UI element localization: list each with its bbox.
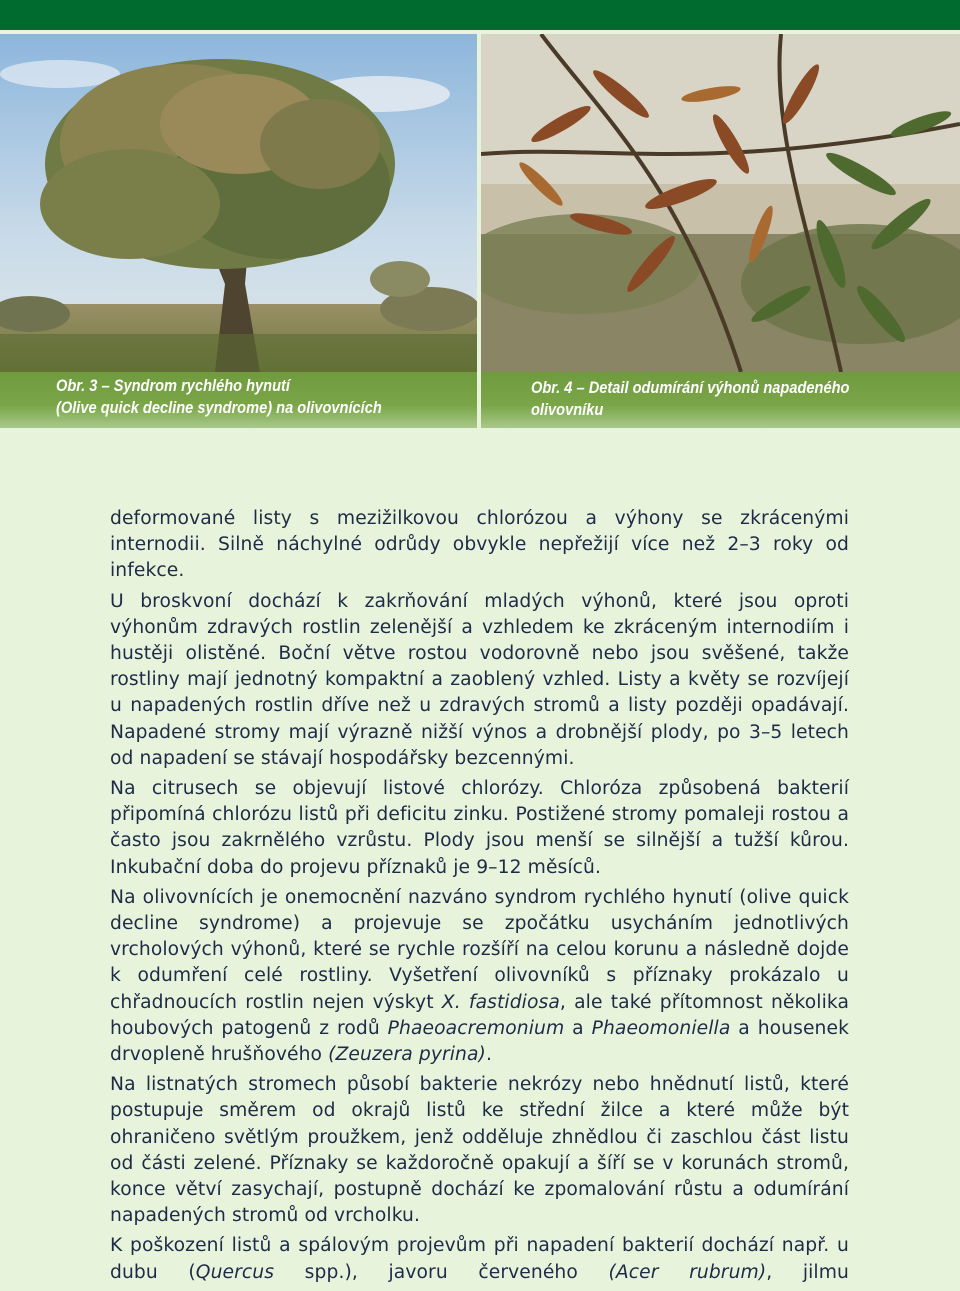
text-run: Na olivovnících je onemocnění nazváno syndrom rychlého hynutí (olive quick decline syndrome) a projevuje se zpočátku usycháním jednotlivých vrcholových výhonů, které se rychle rozšíří na celou korunu a následně dojde k odumření celé rostliny. Vyšetření olivovníků s příznaky prokázalo u chřadnoucích rostlin nejen výskyt: [110, 886, 849, 1013]
caption-line: Obr. 3 – Syndrom rychlého hynutí: [56, 376, 290, 395]
text-run: a housenek drvopleně hrušňového: [110, 1017, 850, 1066]
text-run: spp.), javoru červeného: [274, 1261, 609, 1283]
italic-term: Phaeoacremonium: [387, 1017, 565, 1039]
caption-line: Obr. 4 – Detail odumírání výhonů napadeného: [531, 378, 850, 397]
paragraph: U broskvoní dochází k zakrňování mladých výhonů, které jsou oproti výhonům zdravých rostlin zelenější a vzhledem ke zkráceným internodiím i hustěji olistěné. Boční větve rostou vodorovně nebo jsou svěšené, takže rostliny mají jednotný kompaktní a zaoblený vzhled. Listy a květy se rozvíjejí u napadených rostlin dříve než u zdravých stromů a listy později opadávají. Napadené stromy mají výrazně nižší výnos a drobnější plody, po 3–5 letech od napadení se stávají hospodářsky bezcennými.: [110, 590, 849, 769]
paragraph: deformované listy s mezižilkovou chlorózou a výhony se zkrácenými internodii. Silně náchylné odrůdy obvykle nepřežijí více než 2–3 roky od infekce.: [110, 508, 849, 582]
caption-line: olivovníku: [531, 400, 604, 419]
paragraph: Na citrusech se objevují listové chlorózy. Chloróza způsobená bakterií připomíná chlorózu listů při deficitu zinku. Postižené stromy pomaleji rostou a často jsou zakrnělého vzrůstu. Plody jsou menší se silnější a tužší kůrou. Inkubační doba do projevu příznaků je 9–12 měsíců.: [110, 778, 849, 878]
dying-olive-shoots-photo: [481, 34, 960, 372]
italic-term: (Acer rubrum): [608, 1261, 767, 1283]
italic-term: Phaeomoniella: [591, 1017, 731, 1039]
text-run: K poškození listů a spálovým projevům při napadení bakterií dochází např. u dubu (: [110, 1235, 849, 1283]
text-run: , ale také přítomnost několika houbových patogenů z rodů: [110, 991, 850, 1039]
caption-line: (Olive quick decline syndrome) na olivovnících: [56, 398, 382, 417]
figure-4-caption: [531, 377, 849, 421]
italic-term: Quercus: [195, 1261, 275, 1283]
figure-3-caption: [56, 375, 382, 419]
top-green-bar: [0, 0, 960, 30]
paragraph: [110, 885, 849, 1068]
paragraph: Na listnatých stromech působí bakterie nekrózy nebo hnědnutí listů, které postupuje směrem od okrajů listů ke střední žilce a které může být ohraničeno světlým proužkem, jenž odděluje zhnědlou či zaschlou část listu od části zelené. Příznaky se každoročně opakují a šíří se v korunách stromů, konce větví zasychají, postupně dochází ke zpomalování růstu a odumírání napadených stromů od vrcholku.: [110, 1074, 849, 1227]
olive-tree-photo: [0, 34, 477, 372]
text-run: .: [485, 1044, 492, 1066]
paragraph: [110, 1233, 849, 1285]
text-run: , jilmu: [766, 1261, 849, 1283]
body-text-column: [110, 506, 849, 1286]
italic-term: (Zeuzera pyrina): [328, 1044, 486, 1066]
italic-term: X. fastidiosa: [441, 991, 560, 1013]
text-run: a: [564, 1017, 592, 1039]
